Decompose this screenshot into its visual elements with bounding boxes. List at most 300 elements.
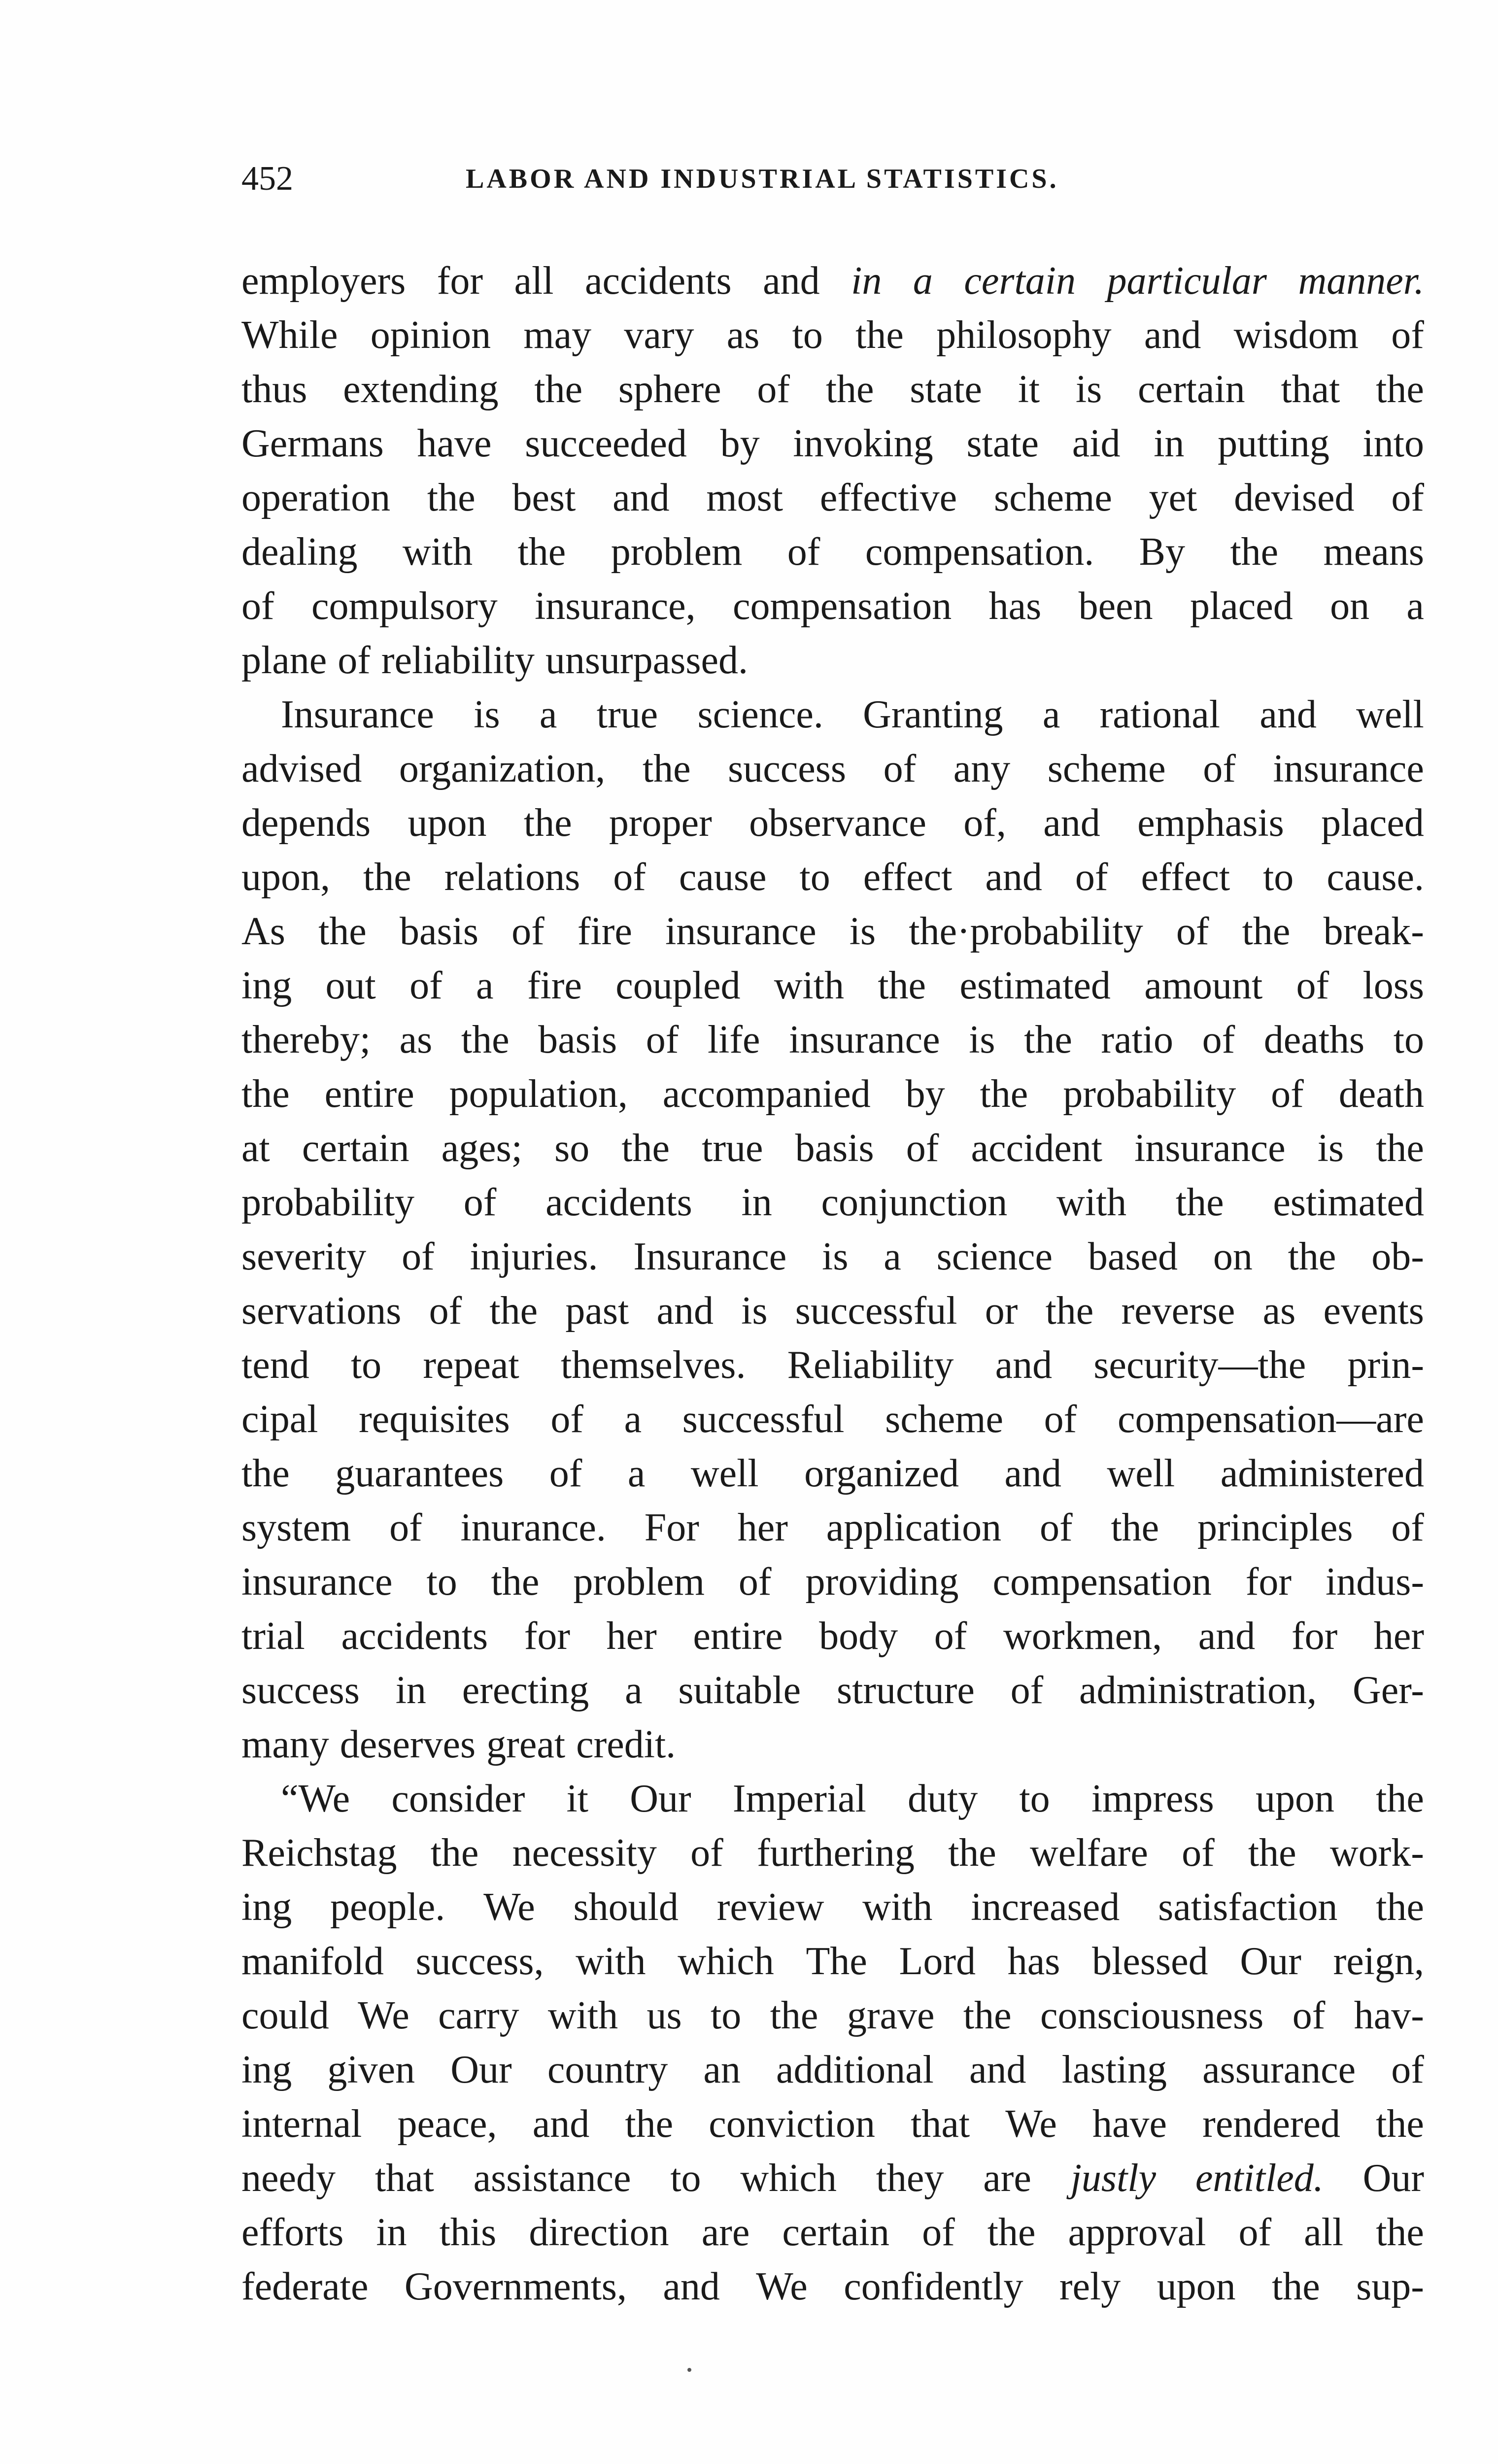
word: conviction bbox=[709, 2102, 875, 2146]
word: is bbox=[1317, 1127, 1344, 1170]
word: effect bbox=[1141, 856, 1230, 899]
word: of bbox=[690, 1831, 723, 1875]
word: principles bbox=[1197, 1506, 1353, 1549]
text-line bbox=[241, 1121, 1424, 1175]
word: they bbox=[876, 2156, 944, 2200]
word: We bbox=[483, 1885, 535, 1929]
word: could bbox=[241, 1994, 329, 2037]
word: break- bbox=[1323, 910, 1424, 953]
word: devised bbox=[1234, 476, 1355, 519]
word: a bbox=[625, 1669, 643, 1712]
word: into bbox=[1362, 422, 1424, 465]
word: aid bbox=[1072, 422, 1121, 465]
word: of bbox=[402, 1235, 435, 1278]
word: the bbox=[491, 1560, 540, 1604]
word: certain bbox=[964, 259, 1076, 303]
word: of bbox=[906, 1127, 939, 1170]
text-line bbox=[241, 904, 1424, 958]
word: accident bbox=[971, 1127, 1102, 1170]
word: erecting bbox=[462, 1669, 589, 1712]
word: accompanied bbox=[662, 1072, 871, 1116]
word: the bbox=[1248, 1831, 1296, 1875]
word: amount bbox=[1144, 964, 1263, 1007]
word: certain bbox=[1138, 368, 1245, 411]
text-line bbox=[241, 2205, 1424, 2259]
word: insurance bbox=[789, 1018, 940, 1061]
word: an bbox=[703, 2048, 741, 2091]
word: successful bbox=[682, 1398, 845, 1441]
text-line bbox=[241, 1772, 1424, 1826]
word: Our bbox=[1362, 2156, 1424, 2200]
word: cipal bbox=[241, 1398, 318, 1441]
word: compensation—are bbox=[1117, 1398, 1424, 1441]
word: of bbox=[1271, 1072, 1304, 1116]
word: to bbox=[350, 1343, 382, 1387]
word: relations bbox=[444, 856, 580, 899]
word: and bbox=[763, 259, 820, 303]
text-line bbox=[241, 416, 1424, 471]
word: the bbox=[517, 530, 566, 574]
word: scheme bbox=[1047, 747, 1166, 790]
word: us bbox=[647, 1994, 682, 2037]
word: accidents bbox=[545, 1181, 692, 1224]
word: of bbox=[1296, 964, 1329, 1007]
text-line bbox=[241, 796, 1424, 850]
word: duty bbox=[908, 1777, 978, 1820]
word: of bbox=[757, 368, 790, 411]
print-speck bbox=[687, 2368, 691, 2372]
word: estimated bbox=[1273, 1181, 1424, 1224]
word: upon, bbox=[241, 856, 330, 899]
word: all bbox=[514, 259, 554, 303]
word: the bbox=[1288, 1235, 1336, 1278]
word: with bbox=[774, 964, 844, 1007]
word: thus bbox=[241, 368, 307, 411]
word: is bbox=[822, 1235, 849, 1278]
word: approval bbox=[1068, 2211, 1206, 2254]
word: Governments, bbox=[404, 2265, 627, 2308]
word: While bbox=[241, 313, 338, 357]
word: to bbox=[711, 1994, 742, 2037]
word: particular bbox=[1107, 259, 1267, 303]
word: with bbox=[576, 1940, 646, 1983]
word: We bbox=[358, 1994, 409, 2037]
word: the bbox=[1024, 1018, 1072, 1061]
word: state bbox=[910, 368, 982, 411]
text-line bbox=[241, 1934, 1424, 1988]
word: the bbox=[461, 1018, 510, 1061]
word: cause bbox=[679, 856, 767, 899]
word: in bbox=[851, 259, 882, 303]
word: is bbox=[849, 910, 876, 953]
word: federate bbox=[241, 2265, 369, 2308]
word: assurance bbox=[1202, 2048, 1356, 2091]
word: so bbox=[554, 1127, 590, 1170]
word: a bbox=[1406, 584, 1424, 628]
word: on bbox=[1330, 584, 1370, 628]
word: furthering bbox=[756, 1831, 915, 1875]
word: a bbox=[627, 1452, 646, 1495]
word: fire bbox=[577, 910, 632, 953]
word: plane bbox=[241, 639, 327, 682]
word: We bbox=[1005, 2102, 1057, 2146]
word: the·probability bbox=[909, 910, 1143, 953]
word: Our bbox=[1240, 1940, 1301, 1983]
word: consciousness bbox=[1040, 1994, 1264, 2037]
word: Ger- bbox=[1352, 1669, 1424, 1712]
word: operation bbox=[241, 476, 391, 519]
word: the bbox=[430, 1831, 479, 1875]
word: at bbox=[241, 1127, 270, 1170]
word: entitled. bbox=[1195, 2156, 1324, 2200]
word: peace, bbox=[397, 2102, 497, 2146]
word: has bbox=[988, 584, 1042, 628]
word: effective bbox=[819, 476, 957, 519]
word: servations bbox=[241, 1289, 402, 1333]
text-line bbox=[241, 1284, 1424, 1338]
word: unsurpassed. bbox=[545, 639, 748, 682]
word: depends bbox=[241, 801, 371, 845]
word: compensation. bbox=[865, 530, 1094, 574]
word: best bbox=[512, 476, 576, 519]
word: well bbox=[690, 1452, 759, 1495]
word: and bbox=[1260, 693, 1317, 736]
word: to bbox=[670, 2156, 701, 2200]
word: on bbox=[1213, 1235, 1253, 1278]
word: as bbox=[399, 1018, 433, 1061]
word: reliability bbox=[381, 639, 535, 682]
word: of bbox=[922, 2211, 955, 2254]
word: the bbox=[1376, 1777, 1424, 1820]
word: assistance bbox=[473, 2156, 631, 2200]
word: of bbox=[787, 530, 820, 574]
word: of bbox=[1292, 1994, 1326, 2037]
word: grave bbox=[847, 1994, 935, 2037]
word: are bbox=[983, 2156, 1031, 2200]
word: or bbox=[985, 1289, 1018, 1333]
word: compulsory bbox=[311, 584, 498, 628]
word: Insurance bbox=[281, 693, 434, 736]
word: system bbox=[241, 1506, 351, 1549]
word: problem bbox=[611, 530, 743, 574]
word: of, bbox=[963, 801, 1006, 845]
word: the bbox=[963, 1994, 1012, 2037]
word: credit. bbox=[576, 1723, 676, 1766]
word: hav- bbox=[1354, 1994, 1424, 2037]
word: loss bbox=[1362, 964, 1424, 1007]
word: probability bbox=[1063, 1072, 1236, 1116]
word: to bbox=[426, 1560, 457, 1604]
word: succeeded bbox=[525, 422, 687, 465]
word: the bbox=[1230, 530, 1279, 574]
word: of bbox=[646, 1018, 679, 1061]
word: severity bbox=[241, 1235, 367, 1278]
word: dealing bbox=[241, 530, 358, 574]
word: has bbox=[1007, 1940, 1060, 1983]
word: for bbox=[1245, 1560, 1292, 1604]
word: the bbox=[363, 856, 411, 899]
word: it bbox=[1018, 368, 1040, 411]
word: fire bbox=[527, 964, 582, 1007]
word: the bbox=[1376, 368, 1424, 411]
word: may bbox=[523, 313, 592, 357]
word: advised bbox=[241, 747, 362, 790]
word: Reliability bbox=[787, 1343, 954, 1387]
word: a bbox=[539, 693, 557, 736]
word: and bbox=[532, 2102, 590, 2146]
word: in bbox=[395, 1669, 426, 1712]
word: upon bbox=[1157, 2265, 1236, 2308]
word: success, bbox=[415, 1940, 544, 1983]
word: the bbox=[1376, 2102, 1424, 2146]
word: the bbox=[523, 801, 572, 845]
word: consider bbox=[391, 1777, 525, 1820]
word: to bbox=[792, 313, 823, 357]
word: satisfaction bbox=[1158, 1885, 1338, 1929]
word: placed bbox=[1190, 584, 1293, 628]
word: compensation bbox=[992, 1560, 1212, 1604]
word: lasting bbox=[1061, 2048, 1167, 2091]
word: of bbox=[1075, 856, 1108, 899]
word: any bbox=[953, 747, 1011, 790]
word: certain bbox=[302, 1127, 409, 1170]
word: success bbox=[241, 1669, 360, 1712]
word: of bbox=[463, 1181, 497, 1224]
word: as bbox=[726, 313, 760, 357]
word: that bbox=[1281, 368, 1340, 411]
word: death bbox=[1338, 1072, 1424, 1116]
word: the bbox=[770, 1994, 818, 2037]
word: life bbox=[707, 1018, 760, 1061]
word: the bbox=[1175, 1181, 1224, 1224]
word: Germans bbox=[241, 422, 384, 465]
word: conjunction bbox=[821, 1181, 1008, 1224]
text-line bbox=[241, 1013, 1424, 1067]
word: The bbox=[806, 1940, 867, 1983]
word: of bbox=[613, 856, 646, 899]
word: of bbox=[1039, 1506, 1073, 1549]
word: ing bbox=[241, 1885, 292, 1929]
word: country bbox=[547, 2048, 668, 2091]
word: the bbox=[1242, 910, 1291, 953]
word: scheme bbox=[885, 1398, 1004, 1441]
word: of bbox=[934, 1614, 967, 1658]
word: putting bbox=[1218, 422, 1329, 465]
word: successful bbox=[795, 1289, 957, 1333]
word: Insurance bbox=[633, 1235, 787, 1278]
word: of bbox=[1391, 476, 1424, 519]
body-text bbox=[241, 254, 1424, 2314]
word: basis bbox=[399, 910, 478, 953]
word: of bbox=[241, 584, 274, 628]
word: For bbox=[644, 1506, 699, 1549]
word: wisdom bbox=[1233, 313, 1359, 357]
word: accidents bbox=[585, 259, 732, 303]
word: coupled bbox=[615, 964, 741, 1007]
word: for bbox=[1291, 1614, 1338, 1658]
word: in bbox=[376, 2211, 407, 2254]
word: given bbox=[327, 2048, 415, 2091]
word: rely bbox=[1059, 2265, 1121, 2308]
word: a bbox=[624, 1398, 642, 1441]
word: the bbox=[948, 1831, 996, 1875]
word: the bbox=[534, 368, 583, 411]
word: philosophy bbox=[936, 313, 1112, 357]
word: emphasis bbox=[1137, 801, 1284, 845]
word: for bbox=[524, 1614, 570, 1658]
word: yet bbox=[1149, 476, 1197, 519]
text-line bbox=[241, 1501, 1424, 1555]
word: opinion bbox=[370, 313, 491, 357]
word: and bbox=[1043, 801, 1100, 845]
word: carry bbox=[438, 1994, 519, 2037]
word: and bbox=[613, 476, 670, 519]
text-line bbox=[241, 1392, 1424, 1446]
word: the bbox=[427, 476, 476, 519]
word: population, bbox=[449, 1072, 628, 1116]
word: placed bbox=[1321, 801, 1424, 845]
word: people. bbox=[330, 1885, 445, 1929]
word: increased bbox=[971, 1885, 1120, 1929]
word: with bbox=[402, 530, 473, 574]
word: of bbox=[1044, 1398, 1077, 1441]
word: sphere bbox=[618, 368, 721, 411]
word: of bbox=[1010, 1669, 1044, 1712]
word: all bbox=[1304, 2211, 1344, 2254]
text-line bbox=[241, 1609, 1424, 1663]
word: Imperial bbox=[732, 1777, 866, 1820]
word: true bbox=[596, 693, 658, 736]
word: means bbox=[1323, 530, 1424, 574]
word: ob- bbox=[1371, 1235, 1424, 1278]
text-line bbox=[241, 1717, 1424, 1772]
word: the bbox=[1376, 1885, 1424, 1929]
word: invoking bbox=[793, 422, 933, 465]
word: her bbox=[1373, 1614, 1424, 1658]
word: is bbox=[1075, 368, 1102, 411]
word: tend bbox=[241, 1343, 309, 1387]
word: the bbox=[1272, 2265, 1320, 2308]
word: rendered bbox=[1202, 2102, 1340, 2146]
word: to bbox=[799, 856, 830, 899]
word: direction bbox=[529, 2211, 669, 2254]
word: basis bbox=[795, 1127, 874, 1170]
word: upon bbox=[408, 801, 487, 845]
word: cause. bbox=[1327, 856, 1424, 899]
word: administered bbox=[1220, 1452, 1424, 1495]
word: ages; bbox=[441, 1127, 522, 1170]
word: are bbox=[701, 2211, 750, 2254]
word: organized bbox=[804, 1452, 959, 1495]
word: manner. bbox=[1298, 259, 1424, 303]
word: Our bbox=[630, 1777, 691, 1820]
word: and bbox=[1004, 1452, 1062, 1495]
running-head bbox=[241, 157, 1424, 201]
text-line bbox=[241, 2259, 1424, 2314]
word: with bbox=[547, 1994, 618, 2037]
paragraph bbox=[241, 687, 1424, 1772]
word: estimated bbox=[959, 964, 1111, 1007]
word: of bbox=[549, 1452, 582, 1495]
word: employers bbox=[241, 259, 406, 303]
text-line bbox=[241, 958, 1424, 1013]
word: insurance bbox=[665, 910, 817, 953]
text-line bbox=[241, 850, 1424, 904]
word: additional bbox=[776, 2048, 934, 2091]
text-line bbox=[241, 1446, 1424, 1501]
word: review bbox=[716, 1885, 824, 1929]
word: guarantees bbox=[335, 1452, 504, 1495]
word: which bbox=[678, 1940, 774, 1983]
word: with bbox=[1056, 1181, 1127, 1224]
word: reverse bbox=[1121, 1289, 1235, 1333]
word: structure bbox=[836, 1669, 975, 1712]
word: of bbox=[429, 1289, 462, 1333]
text-line bbox=[241, 2043, 1424, 2097]
word: internal bbox=[241, 2102, 362, 2146]
word: and bbox=[969, 2048, 1026, 2091]
word: and bbox=[1144, 313, 1201, 357]
paragraph bbox=[241, 1772, 1424, 2314]
word: insurance, bbox=[535, 584, 696, 628]
word: of bbox=[1176, 910, 1209, 953]
word: body bbox=[819, 1614, 898, 1658]
word: basis bbox=[538, 1018, 617, 1061]
word: impress bbox=[1091, 1777, 1214, 1820]
word: blessed bbox=[1092, 1940, 1208, 1983]
word: By bbox=[1139, 530, 1186, 574]
word: insurance bbox=[241, 1560, 393, 1604]
paragraph bbox=[241, 254, 1424, 687]
word: necessity bbox=[512, 1831, 657, 1875]
text-line bbox=[241, 254, 1424, 308]
word: repeat bbox=[423, 1343, 519, 1387]
word: As bbox=[241, 910, 285, 953]
word: compensation bbox=[732, 584, 952, 628]
word: great bbox=[486, 1723, 566, 1766]
word: of bbox=[1182, 1831, 1215, 1875]
word: confidently bbox=[844, 2265, 1023, 2308]
word: Lord bbox=[899, 1940, 976, 1983]
word: work- bbox=[1329, 1831, 1424, 1875]
text-line bbox=[241, 1880, 1424, 1934]
word: providing bbox=[805, 1560, 959, 1604]
word: the bbox=[980, 1072, 1028, 1116]
word: and bbox=[663, 2265, 720, 2308]
word: in bbox=[1154, 422, 1185, 465]
word: a bbox=[913, 259, 933, 303]
word: which bbox=[740, 2156, 837, 2200]
text-line bbox=[241, 1067, 1424, 1121]
word: trial bbox=[241, 1614, 305, 1658]
text-line bbox=[241, 362, 1424, 416]
word: many bbox=[241, 1723, 329, 1766]
word: her bbox=[737, 1506, 788, 1549]
word: insurance bbox=[1273, 747, 1424, 790]
word: certain bbox=[782, 2211, 890, 2254]
word: the bbox=[825, 368, 874, 411]
word: upon bbox=[1255, 1777, 1334, 1820]
word: a bbox=[1042, 693, 1060, 736]
word: welfare bbox=[1030, 1831, 1148, 1875]
word: it bbox=[566, 1777, 588, 1820]
word: success bbox=[728, 747, 847, 790]
word: out bbox=[325, 964, 376, 1007]
page-number: 452 bbox=[241, 160, 293, 198]
word: requisites bbox=[359, 1398, 510, 1441]
word: workmen, bbox=[1003, 1614, 1162, 1658]
word: by bbox=[905, 1072, 945, 1116]
